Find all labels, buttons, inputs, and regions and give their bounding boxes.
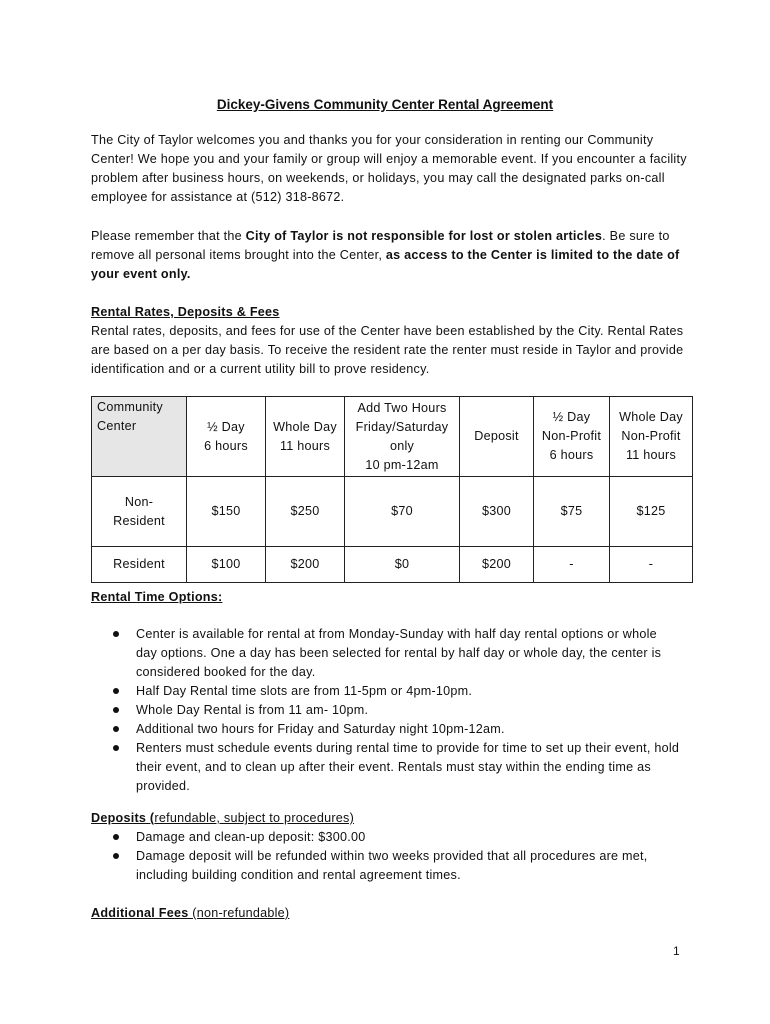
table-corner-cell: Community Center: [92, 397, 187, 477]
table-cell: $200: [266, 547, 345, 583]
table-cell: $70: [345, 477, 460, 547]
table-cell: $300: [460, 477, 534, 547]
table-cell: -: [534, 547, 610, 583]
header-whole-day-nonprofit: Whole Day Non-Profit 11 hours: [610, 397, 693, 477]
table-cell: $125: [610, 477, 693, 547]
table-cell: $0: [345, 547, 460, 583]
rates-paragraph: Rental rates, deposits, and fees for use of the Center have been established by the City. Rental Rates are based on a per day basis. To receive the resident rate the renter must reside in Taylor and provide identification and or a current utility bill to prove residency.: [91, 324, 684, 376]
additional-fees-heading: Additional Fees (non-refundable): [91, 906, 290, 920]
table-cell: $200: [460, 547, 534, 583]
reminder-paragraph: [91, 227, 691, 284]
header-add-two-hours: Add Two Hours Friday/Saturday only 10 pm-12am: [345, 397, 460, 477]
reminder-bold-liability: City of Taylor is not responsible for lost or stolen articles: [245, 229, 603, 243]
rates-table-header-row: [92, 397, 693, 477]
header-half-day-nonprofit: ½ Day Non-Profit 6 hours: [534, 397, 610, 477]
row-label: Non- Resident: [92, 477, 187, 547]
table-row-resident: [92, 547, 693, 583]
document-title: Dickey-Givens Community Center Rental Agreement: [216, 97, 554, 112]
table-cell: -: [610, 547, 693, 583]
table-row-non-resident: [92, 477, 693, 547]
reminder-mid: . Be sure to remove all personal items brought into the Center,: [91, 229, 670, 262]
header-whole-day: Whole Day 11 hours: [266, 397, 345, 477]
deposits-list: [91, 828, 681, 885]
reminder-bold-access: as access to the Center is limited to the date of your event only.: [91, 248, 680, 281]
time-options-heading: Rental Time Options:: [91, 590, 223, 604]
table-cell: $100: [187, 547, 266, 583]
header-half-day: ½ Day 6 hours: [187, 397, 266, 477]
row-label: Resident: [92, 547, 187, 583]
list-item: Additional two hours for Friday and Saturday night 10pm-12am.: [91, 720, 681, 739]
reminder-lead: Please remember that the: [91, 229, 246, 243]
header-deposit: Deposit: [460, 397, 534, 477]
table-cell: $75: [534, 477, 610, 547]
list-item: Whole Day Rental is from 11 am- 10pm.: [91, 701, 681, 720]
list-item: Damage deposit will be refunded within two weeks provided that all procedures are met, including building condition and rental agreement times.: [91, 847, 681, 885]
list-item: Renters must schedule events during rental time to provide for time to set up their event, hold their event, and to clean up after their event. Rentals must stay within the ending time as provided.: [91, 739, 681, 796]
deposits-heading: Deposits (refundable, subject to procedures): [91, 811, 355, 825]
table-cell: $250: [266, 477, 345, 547]
time-options-list: [91, 625, 681, 796]
rates-table: [91, 396, 693, 583]
list-item: Damage and clean-up deposit: $300.00: [91, 828, 681, 847]
table-cell: $150: [187, 477, 266, 547]
rates-heading: Rental Rates, Deposits & Fees: [91, 305, 280, 319]
page-number: 1: [673, 944, 680, 958]
list-item: Half Day Rental time slots are from 11-5pm or 4pm-10pm.: [91, 682, 681, 701]
list-item: Center is available for rental at from Monday-Sunday with half day rental options or whole day options. One a day has been selected for rental by half day or whole day, the center is considered booked for the day.: [91, 625, 681, 682]
intro-paragraph: The City of Taylor welcomes you and thanks you for your consideration in renting our Community Center! We hope you and your family or group will enjoy a memorable event. If you encounter a facility problem after business hours, on weekends, or holidays, you may call the designated parks on-call employee for assistance at (512) 318-8672.: [91, 133, 687, 204]
